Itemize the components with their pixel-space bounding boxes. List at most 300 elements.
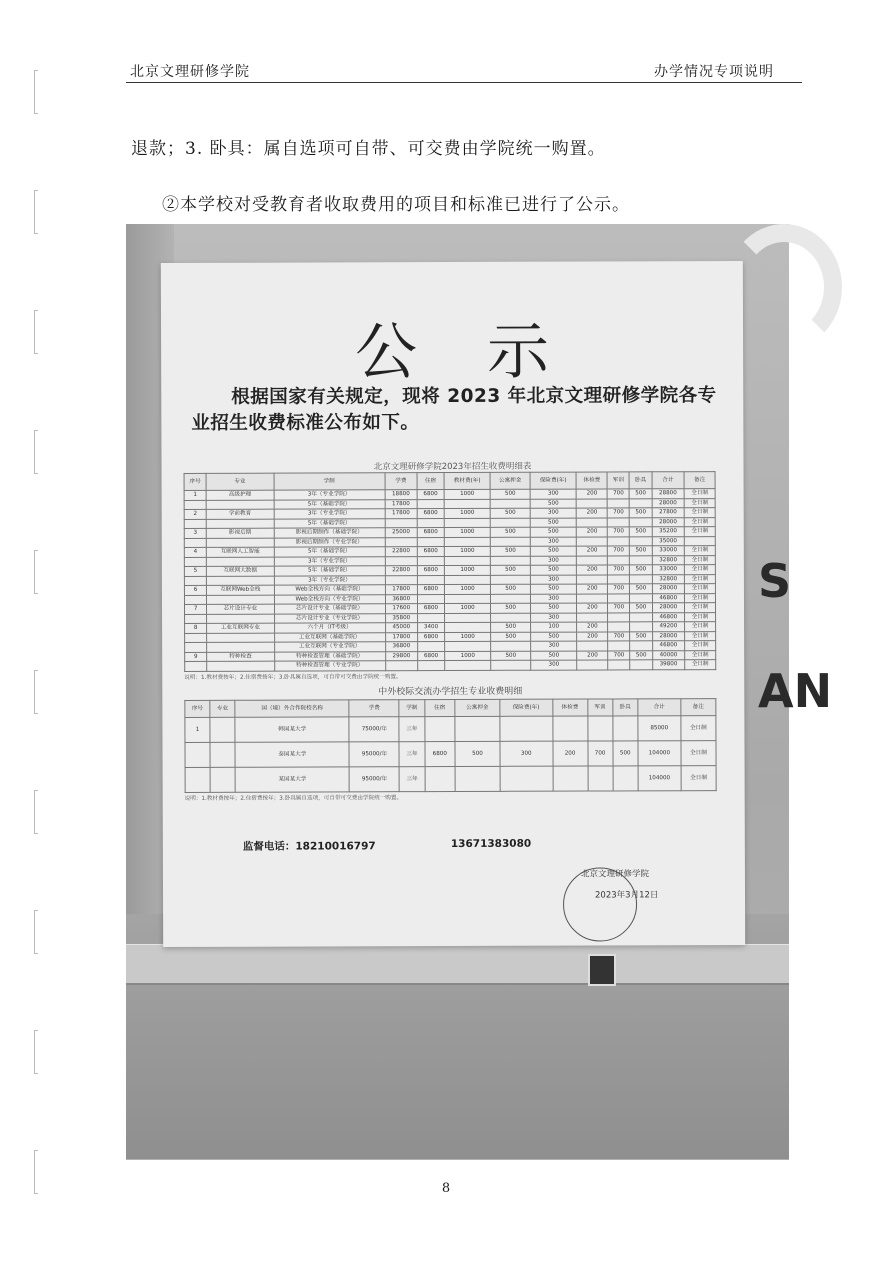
table-cell [418,661,445,671]
table-cell: 104000 [638,765,681,790]
body-paragraph: ②本学校对受教育者收取费用的项目和标准已进行了公示。 [162,195,630,215]
table-cell: 5年（基础学院） [274,499,385,509]
table-cell: 6800 [418,632,445,642]
table-cell: 200 [577,565,608,575]
table-cell: 3 [184,528,206,538]
header-doc-title: 办学情况专项说明 [654,64,774,80]
table-cell: 46800 [652,593,684,603]
table-cell [445,641,491,651]
exchange-table-caption: 中外校际交流办学招生专业收费明细 [378,686,523,697]
header-school-name: 北京文理研修学院 [130,64,250,80]
fee-tables [184,471,717,801]
table-cell: 9 [185,652,207,662]
table-cell [491,641,531,651]
table-header-cell: 专业 [210,700,235,717]
binding-mark [34,1030,38,1074]
table-cell: 33000 [652,565,684,575]
table-cell: 500 [455,741,500,766]
table-cell: 500 [530,527,576,537]
table-cell [608,641,630,651]
table-cell: 500 [530,518,576,528]
table-cell: 6800 [424,741,455,766]
table-cell: 全日制 [685,603,716,613]
table-cell: 17800 [385,499,417,509]
table-cell: 全日制 [681,715,716,740]
table-cell: 700 [607,508,629,518]
table-cell: 200 [577,603,608,613]
fee-table-note: 说明：1.教材费按年；2.住宿费按年；3.卧具属自选项，可自带可交费由学院统一购置。 [184,673,402,681]
table-cell [613,715,638,740]
table-cell [630,660,652,670]
table-cell: 22800 [385,547,417,557]
table-cell: 全日制 [685,612,716,622]
table-cell: 28000 [652,517,684,527]
table-cell [577,536,608,546]
table-cell [577,660,608,670]
table-cell [444,594,490,604]
table-cell: 500 [630,584,652,594]
table-cell: 全日制 [684,546,715,556]
table-header-cell: 合计 [638,698,681,715]
table-cell: 六个月（IT考级） [274,623,385,633]
table-cell [630,612,652,622]
table-header-cell: 公寓押金 [455,699,500,716]
table-cell [418,642,445,652]
table-cell: 6800 [417,509,444,519]
table-cell [444,537,490,547]
table-cell: 700 [607,489,629,499]
table-cell [608,593,630,603]
table-cell: 影视后期制作（基础学院） [274,528,385,538]
table-cell [491,575,531,585]
table-cell [210,717,235,742]
table-cell [455,716,500,741]
notice-sheet [161,261,745,947]
table-cell [417,518,444,528]
table-header-cell: 序号 [184,473,206,490]
table-header-cell: 卧具 [629,472,651,489]
table-header-cell: 学费 [349,699,399,716]
table-cell: 2 [184,509,206,519]
table-cell [185,767,210,792]
table-cell [491,594,531,604]
table-cell [491,556,531,566]
table-cell: 1000 [444,603,490,613]
table-cell: 500 [531,651,577,661]
photo-ledge [126,944,789,985]
table-cell [630,622,652,632]
table-cell: 工业互联网（专业学院） [274,642,385,652]
table-cell: 28000 [652,603,684,613]
table-cell: 500 [630,650,652,660]
table-header-cell: 学费 [385,473,418,490]
fee-table-caption: 北京文理研修学院2023年招生收费明细表 [373,461,532,473]
body-paragraph: 退款；3. 卧具：属自选项可自带、可交费由学院统一购置。 [131,139,606,159]
table-cell: 40000 [652,650,684,660]
table-header-cell: 保险费(年) [500,699,553,716]
table-cell: 700 [608,631,630,641]
table-cell [185,742,210,767]
table-cell: 300 [531,641,577,651]
table-cell: 1000 [444,508,490,518]
table-cell [207,576,274,586]
table-header-cell: 体检费 [552,699,587,716]
table-cell [418,613,445,623]
table-cell: 28000 [652,584,684,594]
table-cell: 3400 [418,623,445,633]
table-cell: 互联网大数据 [207,566,274,576]
table-cell: 5年（基础学院） [274,566,385,576]
notice-title: 公示 [354,314,620,389]
table-cell [425,766,456,791]
table-cell: 500 [491,527,531,537]
binding-mark [34,670,38,714]
table-cell: 学前教育 [206,509,273,519]
table-cell: 3年（专业学院） [274,575,385,585]
table-cell: 互联网Web全栈 [207,585,274,595]
table-cell: 工业互联网（基础学院） [274,632,385,642]
table-cell: 芯片设计专业 [207,604,274,614]
table-cell: 300 [500,741,553,766]
table-cell: 300 [531,660,577,670]
table-cell [184,576,206,586]
table-header-cell: 卧具 [612,698,637,715]
table-cell: 芯片设计专业（专业学院） [274,613,385,623]
table-cell: 8 [185,623,207,633]
table-cell: 300 [530,556,576,566]
table-cell: 6800 [417,528,444,538]
page-number: 8 [441,1181,451,1196]
table-cell [417,575,444,585]
table-row [185,740,716,767]
seal-date: 2023年3月12日 [595,890,659,901]
table-cell: 全日制 [684,498,715,508]
table-cell: 27800 [652,508,684,518]
table-cell: 3年（专业学院） [274,490,385,500]
table-cell: 500 [530,499,576,509]
table-cell [184,595,206,605]
table-cell: 36800 [385,642,417,652]
table-cell [587,715,612,740]
table-cell [630,593,652,603]
binding-margin [30,60,42,1220]
table-cell: 28800 [652,489,684,499]
table-cell [207,595,274,605]
binding-mark [34,910,38,954]
table-cell [491,660,531,670]
table-cell: 全日制 [681,740,716,765]
seal-org-name: 北京文理研修学院 [580,869,649,880]
table-cell: 200 [576,489,607,499]
table-cell [417,556,444,566]
table-cell [630,641,652,651]
table-cell: 500 [531,632,577,642]
table-cell: 95000/年 [349,766,399,791]
table-cell [608,574,630,584]
exchange-table-note: 说明：1.教材费按年；2.住宿费按年；3.卧具属自选项，可自带可交费由学院统一购置。 [184,794,403,802]
table-cell [185,642,207,652]
table-cell: 4 [184,547,206,557]
table-header-cell: 序号 [185,700,210,717]
table-cell [630,498,652,508]
table-cell [577,641,608,651]
table-cell [207,661,274,671]
table-cell: 17800 [385,632,417,642]
binding-mark [34,550,38,594]
table-cell: 500 [630,527,652,537]
table-cell: 500 [630,546,652,556]
table-cell: 1 [184,490,206,500]
table-cell: 300 [530,537,576,547]
table-cell: 三年 [399,766,424,791]
table-cell: 500 [490,508,530,518]
table-cell: 影视后期制作（专业学院） [274,537,385,547]
table-cell [385,518,417,528]
table-cell: 工业互联网专业 [207,623,274,633]
table-cell: 35200 [652,527,684,537]
table-cell: 22800 [385,566,417,576]
table-cell [206,538,273,548]
table-cell [491,613,531,623]
table-cell [210,767,235,792]
table-cell [588,765,613,790]
table-cell: 1000 [444,584,490,594]
table-cell [207,633,274,643]
table-cell: 1000 [444,546,490,556]
binding-mark [34,790,38,834]
table-cell [607,517,629,527]
table-cell [184,500,206,510]
table-cell [552,716,587,741]
table-cell [444,575,490,585]
supervision-phone-1: 监督电话：18210016797 [242,840,376,853]
binding-mark [34,70,38,114]
table-cell: 35800 [385,613,417,623]
table-cell: 25000 [385,528,417,538]
table-header-cell: 军训 [607,472,629,489]
table-cell [206,500,273,510]
table-cell: 200 [577,508,608,518]
table-cell: 3年（专业学院） [274,509,385,519]
table-cell: 全日制 [685,660,716,670]
table-cell [577,593,608,603]
notice-lead: 根据国家有关规定，现将 2023 年北京文理研修学院各专业招生收费标准公布如下。 [191,385,717,434]
table-cell: 33000 [652,546,684,556]
exchange-fee-table [184,698,716,793]
table-cell: 6800 [417,490,444,500]
table-header-cell: 学制 [399,699,424,716]
table-cell [608,612,630,622]
table-cell: 6800 [417,566,444,576]
table-cell: 三年 [399,716,424,741]
table-cell: 6 [184,585,206,595]
table-cell: 200 [577,650,608,660]
table-cell [207,614,274,624]
table-cell [417,537,444,547]
table-cell: 500 [530,603,576,613]
table-cell [608,622,630,632]
table-header-cell: 军训 [587,698,612,715]
table-header-cell: 学制 [274,473,385,490]
table-cell: 700 [608,546,630,556]
supervision-phones [243,837,683,854]
table-cell [630,536,652,546]
table-cell [491,537,531,547]
table-cell: 17800 [385,509,417,519]
table-cell: 29800 [385,651,417,661]
table-cell: 1000 [444,565,490,575]
table-cell: 6800 [417,547,444,557]
table-cell: 300 [530,508,576,518]
table-cell: 500 [530,584,576,594]
table-row [185,660,716,671]
table-cell: 300 [530,489,576,499]
table-cell: 三年 [399,741,424,766]
header-rule [126,82,802,83]
table-cell [185,661,207,671]
table-cell: 全日制 [684,565,715,575]
table-cell: 28000 [652,498,684,508]
table-cell: 85000 [638,715,681,740]
table-cell: 28000 [652,631,684,641]
table-cell: 芯片设计专业（基础学院） [274,604,385,614]
table-header-cell: 国（境）外合作院校名称 [235,699,349,716]
table-cell: 17800 [385,585,417,595]
photo-decor-arc [726,224,842,350]
supervision-phone-2: 13671383080 [450,837,532,851]
table-cell [577,612,608,622]
table-cell: 特种检查管理（专业学院） [274,661,385,671]
table-cell: 韩国某大学 [235,716,349,741]
table-cell: 500 [491,565,531,575]
photo-bracket [588,954,616,986]
table-cell: 500 [530,565,576,575]
table-cell: Web全栈方向（专业学院） [274,594,385,604]
table-cell: 35000 [652,536,684,546]
table-cell [385,556,417,566]
binding-mark [34,190,38,234]
table-cell: 700 [608,565,630,575]
table-cell: 45000 [385,623,417,633]
table-cell: 1000 [444,489,490,499]
table-cell: 36800 [385,594,417,604]
table-row [185,765,716,792]
table-cell: 46800 [652,612,684,622]
table-cell: 500 [613,740,638,765]
table-cell: 95000/年 [349,741,399,766]
table-cell: 500 [490,489,530,499]
table-header-cell: 住宿 [424,699,455,716]
table-cell: 全日制 [685,650,716,660]
table-cell [684,536,715,546]
table-cell: 700 [608,650,630,660]
table-cell [607,498,629,508]
table-cell: 全日制 [684,517,715,527]
table-header-cell: 备注 [681,698,716,715]
table-cell: 500 [491,603,531,613]
table-cell: 104000 [638,740,681,765]
notice-photo [126,224,833,1160]
table-cell [577,517,608,527]
table-cell [630,555,652,565]
table-cell [206,519,273,529]
table-cell: 300 [530,613,576,623]
table-cell: 全日制 [684,593,715,603]
table-cell: 特种检查管理（基础学院） [274,651,385,661]
table-cell: 300 [530,575,576,585]
table-cell: 200 [553,741,588,766]
table-cell: 6800 [418,651,445,661]
table-cell [417,499,444,509]
table-cell [455,766,500,791]
table-cell: 5年（基础学院） [274,547,385,557]
table-cell: 500 [491,584,531,594]
table-header-cell: 公寓押金 [490,472,530,489]
table-cell: 6800 [417,604,444,614]
table-cell: Web全栈方向（基础学院） [274,585,385,595]
table-cell: 46800 [652,641,684,651]
table-cell [210,742,235,767]
table-cell: 75000/年 [349,716,399,741]
table-cell [184,519,206,529]
table-header-cell: 备注 [684,472,715,489]
table-cell: 1 [185,717,210,742]
table-cell: 某国某大学 [235,766,349,791]
table-cell: 700 [608,603,630,613]
table-header-cell: 专业 [206,473,273,490]
table-cell: 200 [577,584,608,594]
table-cell: 全日制 [685,631,716,641]
table-cell: 500 [491,651,531,661]
table-cell: 5 [184,566,206,576]
table-row [185,715,716,742]
table-cell [444,499,490,509]
table-cell [385,661,417,671]
table-cell: 500 [491,622,531,632]
table-cell: 泰国某大学 [235,741,349,766]
table-cell: 影视后期 [206,528,273,538]
table-cell: 全日制 [685,622,716,632]
table-cell: 700 [607,527,629,537]
table-cell [184,538,206,548]
table-cell [630,574,652,584]
binding-mark [34,310,38,354]
table-cell [185,633,207,643]
table-header-cell: 保险费(年) [530,472,576,489]
binding-mark [34,430,38,474]
table-cell: 500 [491,546,531,556]
table-cell: 32800 [652,555,684,565]
table-cell [500,766,553,791]
table-cell: 500 [630,603,652,613]
table-cell: 200 [577,546,608,556]
table-cell [577,574,608,584]
table-header-cell: 住宿 [417,473,444,490]
table-cell [444,622,490,632]
table-header-cell: 教材费(年) [444,472,490,489]
table-cell [444,556,490,566]
table-cell [206,557,273,567]
table-cell [424,716,455,741]
table-cell: 全日制 [684,574,715,584]
table-cell: 1000 [444,632,490,642]
table-cell: 500 [630,565,652,575]
table-cell: 全日制 [684,584,715,594]
photo-wall-lettering: S AN [758,554,833,718]
table-cell: 7 [184,604,206,614]
table-cell: 3年（专业学院） [274,556,385,566]
fee-table [184,471,717,671]
